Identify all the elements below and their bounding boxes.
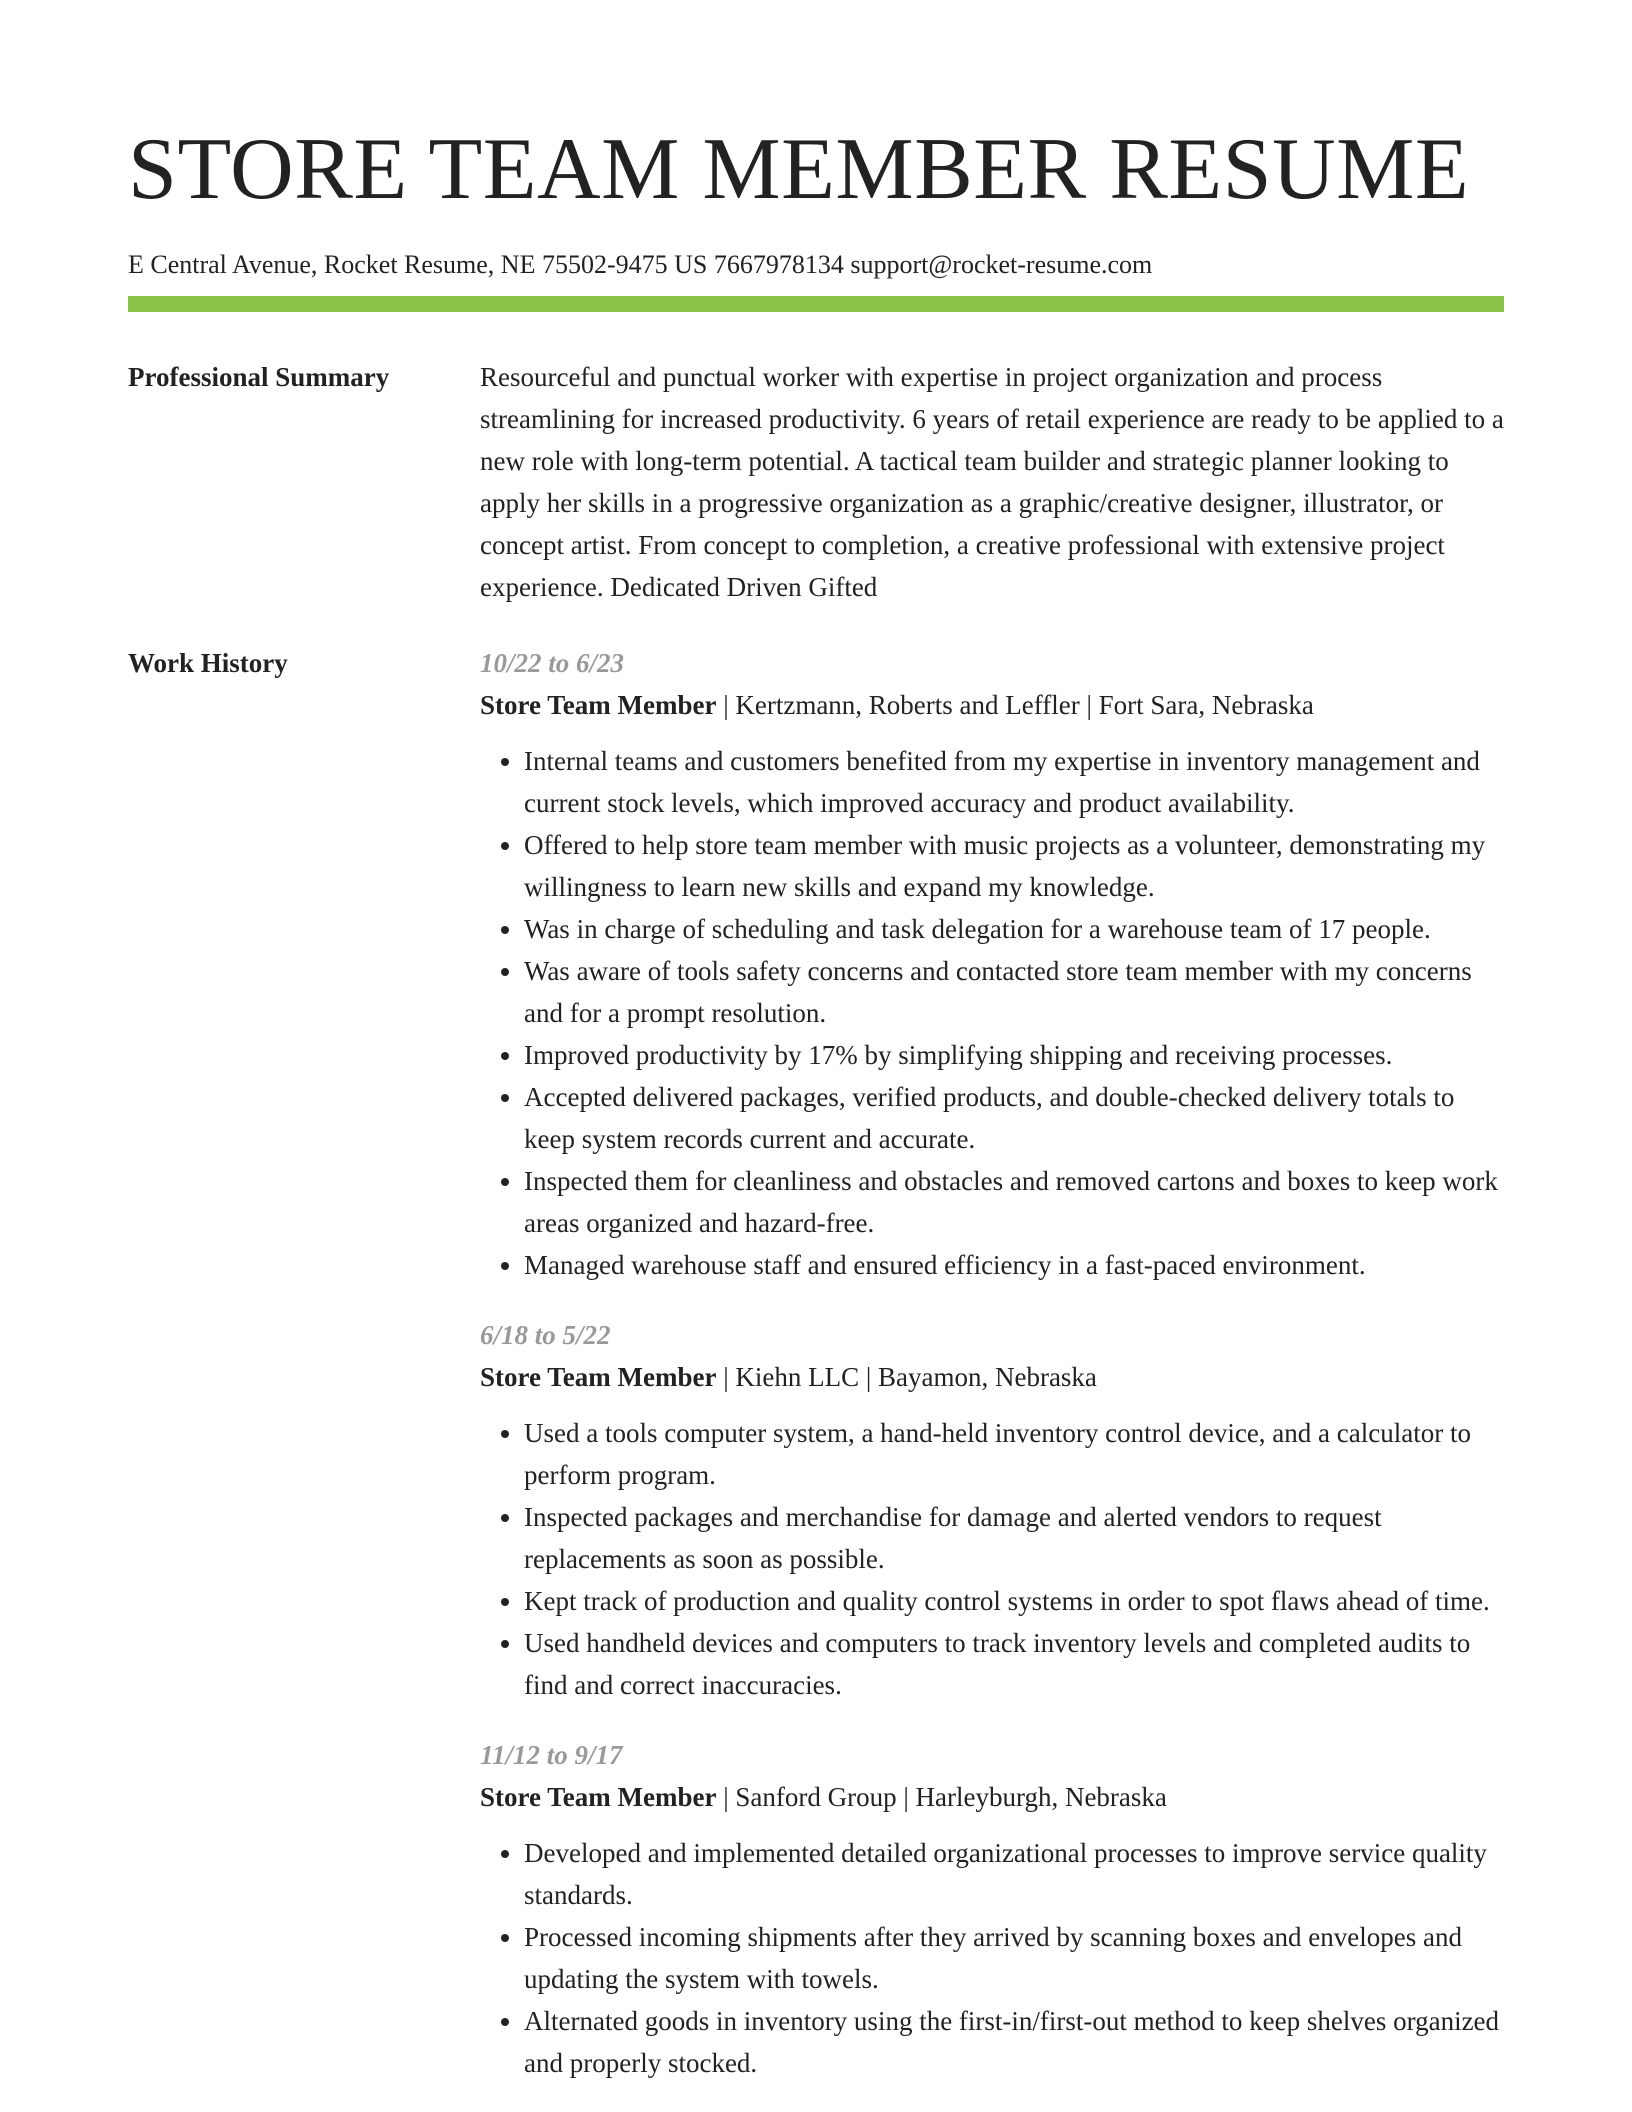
job-heading xyxy=(480,684,1504,726)
list-item: • Was aware of tools safety concerns and contacted store team member with my concerns and for a prompt resolution. xyxy=(524,950,1504,1034)
list-item: • Processed incoming shipments after they arrived by scanning boxes and envelopes and updating the system with towels. xyxy=(524,1916,1504,2000)
summary-body xyxy=(480,356,1504,608)
list-item: • Used a tools computer system, a hand-held inventory control device, and a calculator to perform program. xyxy=(524,1412,1504,1496)
list-item: • Used handheld devices and computers to track inventory levels and completed audits to find and correct inaccuracies. xyxy=(524,1622,1504,1706)
list-item: • Offered to help store team member with music projects as a volunteer, demonstrating my willingness to learn new skills and expand my knowledge. xyxy=(524,824,1504,908)
job-entry xyxy=(480,1314,1504,1706)
list-item: • Developed and implemented detailed organizational processes to improve service quality standards. xyxy=(524,1832,1504,1916)
contact-line: E Central Avenue, Rocket Resume, NE 75502-9475 US 7667978134 support@rocket-resume.com xyxy=(128,250,1153,279)
job-details: | Kiehn LLC | Bayamon, Nebraska xyxy=(716,1362,1097,1392)
list-item: • Internal teams and customers benefited from my expertise in inventory management and current stock levels, which improved accuracy and product availability. xyxy=(524,740,1504,824)
job-entry xyxy=(480,642,1504,1286)
list-item: • Alternated goods in inventory using the first-in/first-out method to keep shelves organized and properly stocked. xyxy=(524,2000,1504,2084)
job-title: Store Team Member xyxy=(480,690,717,720)
work-history-body xyxy=(480,642,1504,2112)
accent-divider xyxy=(128,296,1504,312)
job-details: | Kertzmann, Roberts and Leffler | Fort Sara, Nebraska xyxy=(716,690,1314,720)
job-heading xyxy=(480,1356,1504,1398)
list-item: • Was in charge of scheduling and task delegation for a warehouse team of 17 people. xyxy=(524,908,1504,950)
summary-label: Professional Summary xyxy=(128,362,390,392)
job-bullets xyxy=(480,1832,1504,2084)
job-entry xyxy=(480,1734,1504,2084)
job-dates: 10/22 to 6/23 xyxy=(480,648,625,678)
list-item: • Accepted delivered packages, verified products, and double-checked delivery totals to keep system records current and accurate. xyxy=(524,1076,1504,1160)
page-title: STORE TEAM MEMBER RESUME xyxy=(128,121,1470,218)
work-history-label: Work History xyxy=(128,648,288,678)
job-bullets xyxy=(480,740,1504,1286)
job-details: | Sanford Group | Harleyburgh, Nebraska xyxy=(716,1782,1167,1812)
job-heading xyxy=(480,1776,1504,1818)
job-title: Store Team Member xyxy=(480,1362,717,1392)
list-item: • Managed warehouse staff and ensured efficiency in a fast-paced environment. xyxy=(524,1244,1504,1286)
list-item: • Inspected them for cleanliness and obstacles and removed cartons and boxes to keep work areas organized and hazard-free. xyxy=(524,1160,1504,1244)
job-bullets xyxy=(480,1412,1504,1706)
summary-section xyxy=(128,356,1504,608)
summary-text: Resourceful and punctual worker with expertise in project organization and process streamlining for increased productivity. 6 years of retail experience are ready to be applied to a new role with long-term potential. A tactical team builder and strategic planner looking to apply her skills in a progressive organization as a graphic/creative designer, illustrator, or concept artist. From concept to completion, a creative professional with extensive project experience. Dedicated Driven Gifted xyxy=(480,362,1504,602)
list-item: • Kept track of production and quality control systems in order to spot flaws ahead of time. xyxy=(524,1580,1504,1622)
job-title: Store Team Member xyxy=(480,1782,717,1812)
list-item: • Improved productivity by 17% by simplifying shipping and receiving processes. xyxy=(524,1034,1504,1076)
resume-page xyxy=(128,120,1504,2112)
list-item: • Inspected packages and merchandise for damage and alerted vendors to request replacements as soon as possible. xyxy=(524,1496,1504,1580)
work-history-section xyxy=(128,642,1504,2112)
job-dates: 11/12 to 9/17 xyxy=(480,1740,623,1770)
job-dates: 6/18 to 5/22 xyxy=(480,1320,611,1350)
